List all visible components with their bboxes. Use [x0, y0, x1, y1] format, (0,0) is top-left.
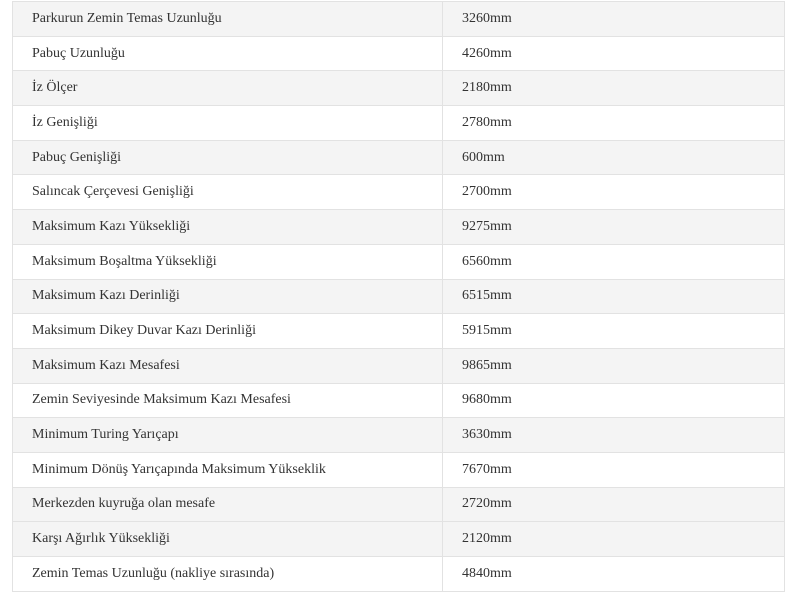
spec-value: 4840mm	[443, 557, 785, 592]
table-row	[13, 557, 785, 592]
spec-label: İz Genişliği	[13, 106, 443, 141]
spec-label: Minimum Dönüş Yarıçapında Maksimum Yükseklik	[13, 452, 443, 487]
spec-label: Minimum Turing Yarıçapı	[13, 418, 443, 453]
spec-value: 2700mm	[443, 175, 785, 210]
spec-value: 4260mm	[443, 36, 785, 71]
spec-label: Merkezden kuyruğa olan mesafe	[13, 487, 443, 522]
spec-value: 5915mm	[443, 314, 785, 349]
spec-label: Maksimum Kazı Mesafesi	[13, 348, 443, 383]
table-row	[13, 140, 785, 175]
spec-label: Zemin Temas Uzunluğu (nakliye sırasında)	[13, 557, 443, 592]
spec-label: Karşı Ağırlık Yüksekliği	[13, 522, 443, 557]
table-row	[13, 348, 785, 383]
spec-table	[12, 1, 785, 592]
table-row	[13, 452, 785, 487]
table-row	[13, 383, 785, 418]
spec-value: 6515mm	[443, 279, 785, 314]
spec-label: Maksimum Kazı Derinliği	[13, 279, 443, 314]
spec-label: Salıncak Çerçevesi Genişliği	[13, 175, 443, 210]
spec-value: 2780mm	[443, 106, 785, 141]
spec-label: İz Ölçer	[13, 71, 443, 106]
spec-table-body	[13, 2, 785, 592]
spec-table-container	[12, 1, 785, 592]
spec-value: 9275mm	[443, 210, 785, 245]
table-row	[13, 71, 785, 106]
spec-value: 2720mm	[443, 487, 785, 522]
spec-value: 3630mm	[443, 418, 785, 453]
table-row	[13, 36, 785, 71]
spec-label: Maksimum Boşaltma Yüksekliği	[13, 244, 443, 279]
table-row	[13, 418, 785, 453]
spec-label: Pabuç Genişliği	[13, 140, 443, 175]
table-row	[13, 210, 785, 245]
table-row	[13, 244, 785, 279]
spec-value: 9680mm	[443, 383, 785, 418]
spec-label: Parkurun Zemin Temas Uzunluğu	[13, 2, 443, 37]
spec-value: 6560mm	[443, 244, 785, 279]
table-row	[13, 279, 785, 314]
spec-value: 2120mm	[443, 522, 785, 557]
table-row	[13, 175, 785, 210]
table-row	[13, 522, 785, 557]
spec-value: 9865mm	[443, 348, 785, 383]
table-row	[13, 106, 785, 141]
table-row	[13, 314, 785, 349]
spec-value: 3260mm	[443, 2, 785, 37]
spec-label: Maksimum Dikey Duvar Kazı Derinliği	[13, 314, 443, 349]
spec-label: Zemin Seviyesinde Maksimum Kazı Mesafesi	[13, 383, 443, 418]
table-row	[13, 487, 785, 522]
spec-value: 600mm	[443, 140, 785, 175]
spec-label: Maksimum Kazı Yüksekliği	[13, 210, 443, 245]
spec-value: 7670mm	[443, 452, 785, 487]
spec-label: Pabuç Uzunluğu	[13, 36, 443, 71]
spec-value: 2180mm	[443, 71, 785, 106]
table-row	[13, 2, 785, 37]
